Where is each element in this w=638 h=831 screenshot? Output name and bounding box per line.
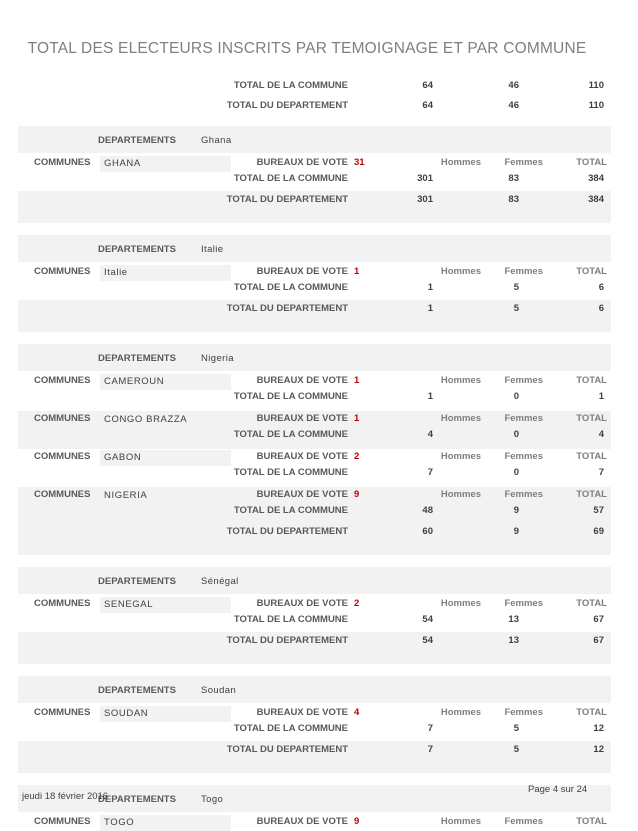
departement-total-label: TOTAL DU DEPARTEMENT [226, 194, 348, 205]
departement-total-femmes: 9 [513, 526, 519, 537]
col-total-header: TOTAL [576, 707, 607, 718]
departement-total-femmes: 5 [513, 744, 519, 755]
commune-total-total: 1 [598, 391, 604, 402]
commune-total-label: TOTAL DE LA COMMUNE [233, 614, 348, 625]
col-femmes-header: Femmes [504, 413, 543, 424]
departement-total-femmes: 13 [508, 635, 519, 646]
communes-label: COMMUNES [34, 707, 91, 718]
commune-name: CONGO BRAZZA [104, 414, 188, 425]
col-total-header: TOTAL [576, 157, 607, 168]
departement-total-total: 6 [598, 303, 604, 314]
col-femmes-header: Femmes [504, 266, 543, 277]
col-total-header: TOTAL [576, 413, 607, 424]
departement-footer-band [18, 211, 611, 223]
col-hommes-header: Hommes [440, 157, 481, 168]
col-hommes-header: Hommes [440, 489, 481, 500]
carry-departement-total-label: TOTAL DU DEPARTEMENT [226, 100, 348, 111]
departement-total-hommes: 7 [427, 744, 433, 755]
col-femmes-header: Femmes [504, 816, 543, 827]
commune-total-total: 12 [593, 723, 604, 734]
commune-total-total: 4 [598, 429, 604, 440]
communes-label: COMMUNES [34, 157, 91, 168]
col-total-header: TOTAL [576, 489, 607, 500]
bureaux-count: 9 [354, 816, 360, 827]
bureaux-count: 1 [354, 375, 360, 386]
departement-total-total: 67 [593, 635, 604, 646]
commune-total-hommes: 1 [427, 282, 433, 293]
bureaux-label: BUREAUX DE VOTE [256, 707, 348, 718]
communes-label: COMMUNES [34, 266, 91, 277]
col-hommes-header: Hommes [440, 413, 481, 424]
commune-name: SOUDAN [104, 708, 149, 719]
communes-label: COMMUNES [34, 451, 91, 462]
departement-total-femmes: 5 [513, 303, 519, 314]
commune-name: TOGO [104, 817, 135, 828]
communes-label: COMMUNES [34, 375, 91, 386]
col-total-header: TOTAL [576, 598, 607, 609]
bureaux-count: 9 [354, 489, 360, 500]
departement-name: Sénégal [201, 576, 239, 587]
departement-label: DEPARTEMENTS [98, 685, 176, 696]
commune-name: SENEGAL [104, 599, 154, 610]
commune-total-femmes: 5 [513, 723, 519, 734]
departement-label: DEPARTEMENTS [98, 576, 176, 587]
col-femmes-header: Femmes [504, 451, 543, 462]
departement-total-label: TOTAL DU DEPARTEMENT [226, 744, 348, 755]
commune-total-label: TOTAL DE LA COMMUNE [233, 467, 348, 478]
bureaux-label: BUREAUX DE VOTE [256, 266, 348, 277]
col-femmes-header: Femmes [504, 489, 543, 500]
bureaux-label: BUREAUX DE VOTE [256, 598, 348, 609]
commune-name: Italie [104, 267, 128, 278]
departement-label: DEPARTEMENTS [98, 353, 176, 364]
commune-total-hommes: 301 [417, 173, 433, 184]
bureaux-label: BUREAUX DE VOTE [256, 816, 348, 827]
communes-label: COMMUNES [34, 816, 91, 827]
departement-name: Togo [201, 794, 224, 805]
bureaux-count: 2 [354, 598, 360, 609]
departement-total-label: TOTAL DU DEPARTEMENT [226, 526, 348, 537]
bureaux-label: BUREAUX DE VOTE [256, 157, 348, 168]
col-total-header: TOTAL [576, 266, 607, 277]
communes-label: COMMUNES [34, 598, 91, 609]
departement-name: Soudan [201, 685, 237, 696]
commune-total-hommes: 7 [427, 723, 433, 734]
commune-total-label: TOTAL DE LA COMMUNE [233, 505, 348, 516]
commune-name: NIGERIA [104, 490, 148, 501]
departement-total-total: 69 [593, 526, 604, 537]
col-total-header: TOTAL [576, 375, 607, 386]
commune-total-hommes: 54 [422, 614, 433, 625]
bureaux-label: BUREAUX DE VOTE [256, 451, 348, 462]
departement-name: Italie [201, 244, 224, 255]
departement-label: DEPARTEMENTS [98, 244, 176, 255]
departement-label: DEPARTEMENTS [98, 794, 176, 805]
commune-total-femmes: 13 [508, 614, 519, 625]
col-hommes-header: Hommes [440, 598, 481, 609]
departement-label: DEPARTEMENTS [98, 135, 176, 146]
carry-commune-total-label: TOTAL DE LA COMMUNE [233, 80, 348, 91]
bureaux-label: BUREAUX DE VOTE [256, 375, 348, 386]
carry-departement-total-hommes: 64 [422, 100, 433, 111]
departement-total-hommes: 301 [417, 194, 433, 205]
commune-total-hommes: 48 [422, 505, 433, 516]
departement-footer-band [18, 761, 611, 773]
bureaux-count: 2 [354, 451, 360, 462]
col-hommes-header: Hommes [440, 266, 481, 277]
bureaux-label: BUREAUX DE VOTE [256, 413, 348, 424]
departement-footer-band [18, 652, 611, 664]
col-hommes-header: Hommes [440, 451, 481, 462]
report-title: TOTAL DES ELECTEURS INSCRITS PAR TEMOIGNAGE ET PAR COMMUNE [27, 40, 587, 57]
departement-total-femmes: 83 [508, 194, 519, 205]
commune-total-label: TOTAL DE LA COMMUNE [233, 282, 348, 293]
commune-total-total: 384 [588, 173, 604, 184]
col-hommes-header: Hommes [440, 375, 481, 386]
footer-date: jeudi 18 février 2016 [22, 791, 109, 802]
carry-departement-total-total: 110 [588, 100, 604, 111]
departement-total-label: TOTAL DU DEPARTEMENT [226, 303, 348, 314]
departement-name: Ghana [201, 135, 232, 146]
col-femmes-header: Femmes [504, 157, 543, 168]
col-femmes-header: Femmes [504, 598, 543, 609]
communes-label: COMMUNES [34, 489, 91, 500]
commune-total-femmes: 5 [513, 282, 519, 293]
bureaux-count: 31 [354, 157, 365, 168]
bureaux-count: 1 [354, 413, 360, 424]
commune-total-femmes: 0 [513, 429, 519, 440]
commune-total-total: 67 [593, 614, 604, 625]
bureaux-label: BUREAUX DE VOTE [256, 489, 348, 500]
commune-name: CAMEROUN [104, 376, 165, 387]
commune-total-femmes: 0 [513, 391, 519, 402]
commune-total-hommes: 7 [427, 467, 433, 478]
commune-name: GHANA [104, 158, 141, 169]
commune-total-hommes: 1 [427, 391, 433, 402]
departement-total-total: 12 [593, 744, 604, 755]
communes-label: COMMUNES [34, 413, 91, 424]
carry-commune-total-total: 110 [588, 80, 604, 91]
carry-commune-total-femmes: 46 [508, 80, 519, 91]
carry-departement-total-femmes: 46 [508, 100, 519, 111]
bureaux-count: 4 [354, 707, 360, 718]
col-hommes-header: Hommes [440, 707, 481, 718]
commune-total-total: 6 [598, 282, 604, 293]
departement-total-label: TOTAL DU DEPARTEMENT [226, 635, 348, 646]
commune-total-label: TOTAL DE LA COMMUNE [233, 723, 348, 734]
footer-page-number: Page 4 sur 24 [528, 784, 588, 795]
commune-total-hommes: 4 [427, 429, 433, 440]
commune-total-femmes: 83 [508, 173, 519, 184]
commune-total-label: TOTAL DE LA COMMUNE [233, 391, 348, 402]
commune-total-femmes: 0 [513, 467, 519, 478]
departement-total-hommes: 60 [422, 526, 433, 537]
departement-footer-band [18, 320, 611, 332]
bureaux-count: 1 [354, 266, 360, 277]
departement-total-hommes: 1 [427, 303, 433, 314]
commune-total-label: TOTAL DE LA COMMUNE [233, 173, 348, 184]
col-total-header: TOTAL [576, 816, 607, 827]
col-femmes-header: Femmes [504, 707, 543, 718]
departement-total-hommes: 54 [422, 635, 433, 646]
commune-total-total: 7 [598, 467, 604, 478]
carry-commune-total-hommes: 64 [422, 80, 433, 91]
commune-name: GABON [104, 452, 142, 463]
col-total-header: TOTAL [576, 451, 607, 462]
departement-footer-band [18, 543, 611, 555]
col-femmes-header: Femmes [504, 375, 543, 386]
commune-total-label: TOTAL DE LA COMMUNE [233, 429, 348, 440]
departement-name: Nigeria [201, 353, 234, 364]
commune-total-femmes: 9 [513, 505, 519, 516]
departement-total-total: 384 [588, 194, 604, 205]
commune-total-total: 57 [593, 505, 604, 516]
col-hommes-header: Hommes [440, 816, 481, 827]
